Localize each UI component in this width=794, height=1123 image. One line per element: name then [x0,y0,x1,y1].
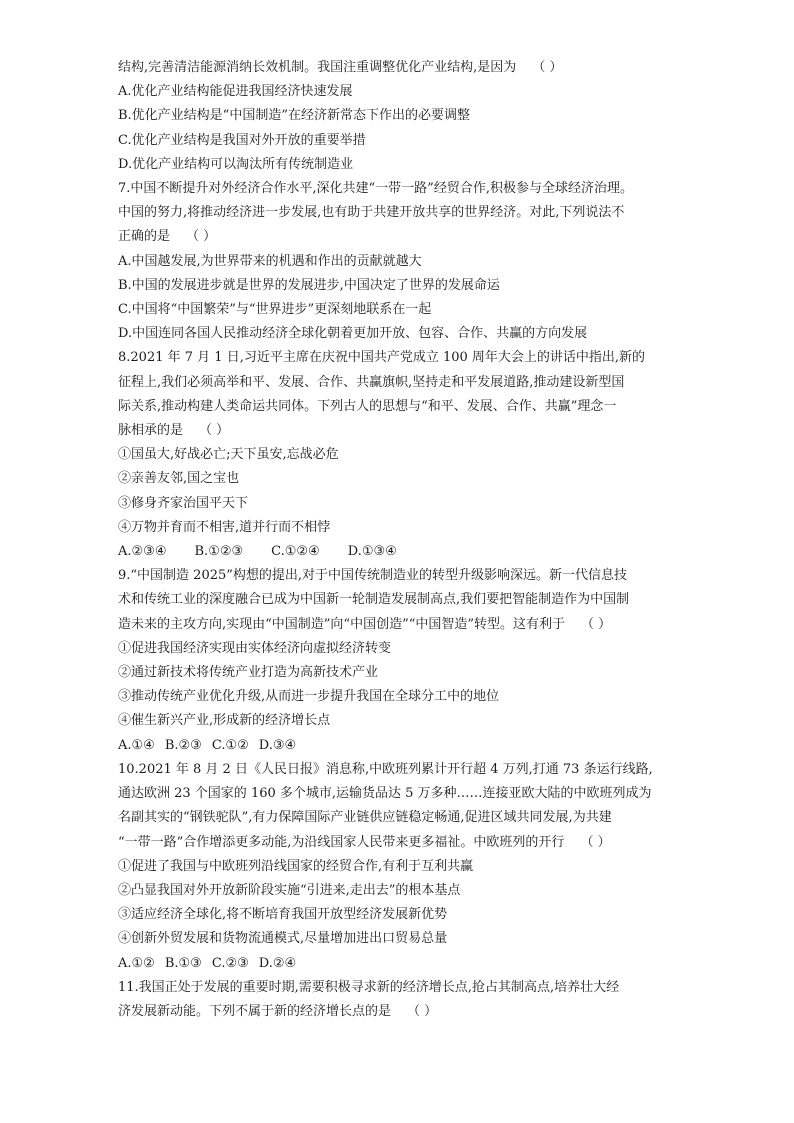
q8-item-1: ①国虽大,好战必亡;天下虽安,忘战必危 [118,447,339,463]
q11-stem-text: 济发展新动能。下列不属于新的经济增长点的是 [118,1003,392,1019]
q8-stem-text: 脉相承的是 [118,423,184,439]
q10-choice-a: A.①② [118,955,155,971]
q11-answer-blank: （ ） [407,1003,438,1019]
q11-stem-line-2 [118,1000,684,1024]
q9-item-3: ③推动传统产业优化升级,从而进一步提升我国在全球分工中的地位 [118,689,500,705]
q8-choice-c: C.①②④ [271,544,320,560]
q8-choice-a: A.②③④ [118,544,167,560]
q10-stem-line-1: 10.2021 年 8 月 2 日《人民日报》消息称,中欧班列累计开行超 4 万列,打通 73 条运行线路, [118,761,653,777]
q10-choice-d: D.②④ [258,955,297,971]
q8-choice-d: D.①③④ [347,544,397,560]
q8-choices [118,540,684,564]
q9-choices [118,734,684,758]
q8-choice-b: B.①②③ [194,544,244,560]
q7-stem-line-1: 7.中国不断提升对外经济合作水平,深化共建“一带一路”经贸合作,积极参与全球经济治理。 [118,181,633,197]
q6-option-b: B.优化产业结构是“中国制造”在经济新常态下作出的必要调整 [118,108,470,124]
q7-option-b: B.中国的发展进步就是世界的发展进步,中国决定了世界的发展命运 [118,277,500,293]
q8-item-2: ②亲善友邻,国之宝也 [118,471,240,487]
q9-answer-blank: （ ） [581,616,612,632]
q6-option-c: C.优化产业结构是我国对外开放的重要举措 [118,132,366,148]
exam-page [118,56,684,1024]
q7-option-c: C.中国将“中国繁荣”与“世界进步”更深刻地联系在一起 [118,302,432,318]
q6-stem [118,56,684,80]
q8-answer-blank: （ ） [199,423,230,439]
q9-choice-d: D.③④ [258,737,297,753]
q9-item-4: ④催生新兴产业,形成新的经济增长点 [118,713,331,729]
q6-option-a: A.优化产业结构能促进我国经济快速发展 [118,84,353,100]
q9-stem-text: 造未来的主攻方向,实现由“中国制造”向“中国创造”“中国智造”转型。这有利于 [118,616,566,632]
q10-choices [118,952,684,976]
q10-stem-line-4 [118,831,684,855]
q7-option-d: D.中国连同各国人民推动经济全球化朝着更加开放、包容、合作、共赢的方向发展 [118,326,588,342]
q9-stem-line-3 [118,613,684,637]
q10-item-3: ③适应经济全球化,将不断培育我国开放型经济发展新优势 [118,907,448,923]
q9-stem-line-2: 术和传统工业的深度融合已成为中国新一轮制造发展制高点,我们要把智能制造作为中国制 [118,592,630,608]
q7-answer-blank: （ ） [186,229,217,245]
q7-stem-text: 正确的是 [118,229,171,245]
q10-item-2: ②凸显我国对外开放新阶段实施“引进来,走出去”的根本基点 [118,882,461,898]
q8-stem-line-3: 际关系,推动构建人类命运共同体。下列古人的思想与“和平、发展、合作、共赢”理念一 [118,398,617,414]
q9-stem-line-1: 9.“中国制造 2025”构想的提出,对于中国传统制造业的转型升级影响深远。新一代信息技 [118,568,628,584]
q10-item-1: ①促进了我国与中欧班列沿线国家的经贸合作,有利于互利共赢 [118,858,474,874]
q9-item-2: ②通过新技术将传统产业打造为高新技术产业 [118,665,379,681]
q8-stem-line-1: 8.2021 年 7 月 1 日,习近平主席在庆祝中国共产党成立 100 周年大会上的讲话中指出,新的 [118,350,646,366]
q8-item-3: ③修身齐家治国平天下 [118,495,249,511]
q7-option-a: A.中国越发展,为世界带来的机遇和作出的贡献就越大 [118,253,422,269]
q9-item-1: ①促进我国经济实现由实体经济向虚拟经济转变 [118,640,392,656]
q11-stem-line-1: 11.我国正处于发展的重要时期,需要积极寻求新的经济增长点,抢占其制高点,培养壮大经 [118,979,620,995]
q8-item-4: ④万物并育而不相害,道并行而不相悖 [118,519,331,535]
q10-answer-blank: （ ） [580,834,611,850]
q10-choice-c: C.②③ [211,955,249,971]
q6-answer-blank: （ ） [532,60,563,75]
q8-stem-line-4 [118,419,684,443]
q6-stem-text: 结构,完善清洁能源消纳长效机制。我国注重调整优化产业结构,是因为 [118,60,517,75]
q7-stem-line-2: 中国的努力,将推动经济进一步发展,也有助于共建开放共享的世界经济。对此,下列说法不 [118,205,625,221]
q8-stem-line-2: 征程上,我们必须高举和平、发展、合作、共赢旗帜,坚持走和平发展道路,推动建设新型国 [118,374,625,390]
q9-choice-a: A.①④ [118,737,155,753]
q7-stem-line-3 [118,225,684,249]
q9-choice-b: B.②③ [164,737,202,753]
q10-stem-line-3: 名副其实的“钢铁驼队”,有力保障国际产业链供应链稳定畅通,促进区域共同发展,为共建 [118,810,612,826]
q10-stem-text: “一带一路”合作增添更多动能,为沿线国家人民带来更多福祉。中欧班列的开行 [118,834,565,850]
q6-option-d: D.优化产业结构可以淘汰所有传统制造业 [118,156,354,172]
q10-choice-b: B.①③ [164,955,202,971]
q9-choice-c: C.①② [211,737,249,753]
q10-stem-line-2: 通达欧洲 23 个国家的 160 多个城市,运输货品达 5 万多种……连接亚欧大陆的中欧班列成为 [118,786,652,802]
q10-item-4: ④创新外贸发展和货物流通模式,尽量增加进出口贸易总量 [118,931,448,947]
